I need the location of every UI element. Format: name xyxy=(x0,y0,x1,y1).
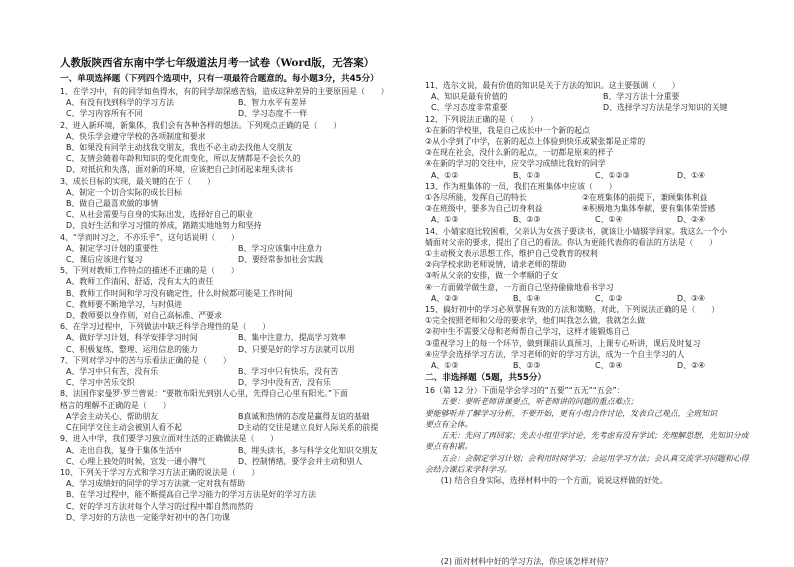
answer-option[interactable]: A、做好学习计划，科学安排学习时间 xyxy=(66,333,198,343)
question-stem: ③在班级中，要多为自己切身利益 ④积极地为集体奉献，要有集体荣誉感 xyxy=(425,204,716,214)
question-stem: ①在新的学校里，我是自己成长中一个新的起点 xyxy=(425,125,590,135)
question-item xyxy=(425,80,775,114)
question-16-sub2: (2) 面对材料中好的学习方法，你应该怎样对待？ xyxy=(425,557,613,567)
answer-option[interactable]: C、①② xyxy=(595,293,623,303)
answer-option[interactable]: B、埋头读书，多与科学文化知识交朋友 xyxy=(238,445,378,455)
question-stem: ④在新的学习的交往中，应交学习成绩比我好的同学 xyxy=(425,159,606,169)
page-title: 人教版陕西省东南中学七年级道法月考一试卷（Word版，无答案） xyxy=(60,57,375,69)
answer-option[interactable]: C、①④ xyxy=(595,215,623,225)
answer-option[interactable]: B、教师工作时间和学习没有确定性，什么时候都可能是工作时间 xyxy=(66,288,293,298)
question-stem: 13、作为班集体的一员，我们在班集体中应该（ ） xyxy=(425,181,617,191)
option-row xyxy=(425,102,775,113)
question-stem: ①完全按照老师和父母的要求学，他们叫我怎么做，我就怎么做 xyxy=(425,316,646,326)
question-stem: 1、在学习中，有的同学如鱼得水，有的同学却深感苦恼，造成这种差异的主要原因是（ ） xyxy=(60,87,389,96)
question-stem: ④应学会选择学习方法，学习老师的好的学习方法，成为一个自主学习的人 xyxy=(425,349,685,359)
question-stem: ①主动极文表示思想工作，维护自己受教育的权利 xyxy=(425,249,598,259)
question-16-line: (1) 结合自身实际，选择材料中的一个方面，说说这样做的好处。 xyxy=(425,475,668,485)
answer-option[interactable]: C、学习态度非常重要 xyxy=(431,103,508,113)
question-stem: 11、选尔文说，最有价值的知识是关于方法的知识。这主要强调（ ） xyxy=(425,81,680,90)
question-item xyxy=(425,181,775,226)
question-16-line: 会结合课后来学科学习。 xyxy=(425,464,512,474)
question-stem: ②从小学到了中学，在新的起点上体验到快乐或紧张都是正常的 xyxy=(425,137,646,147)
answer-option[interactable]: C、学习中苦乐交织 xyxy=(66,378,135,388)
answer-option[interactable]: B、智力水平有差异 xyxy=(238,98,307,108)
answer-option[interactable]: B、学习应该集中注意力 xyxy=(238,243,323,253)
answer-option[interactable]: A、制定一个切合实际的成长目标 xyxy=(66,187,182,197)
question-stem: ④一方面做学做生意，一方面自己坚持偷偷地看书学习 xyxy=(425,282,614,292)
question-16-line: 要能够听并了解学习分析，不要开始，更有小组合作讨论，发表自己观点，全班知识 xyxy=(425,408,717,418)
section-heading-multiple-choice: 一、单项选择题（下列四个选项中，只有一项最符合题意的。每小题3分，共45分） xyxy=(60,74,379,84)
answer-option[interactable]: D、学习中没有苦，没有乐 xyxy=(238,378,331,388)
right-column xyxy=(425,80,775,567)
question-stem: ③在现在社会，没什么新的起点，一切都是原来的样子 xyxy=(425,148,614,158)
answer-option[interactable]: A、制定学习计划的重要性 xyxy=(66,243,159,253)
option-row xyxy=(60,332,410,343)
answer-option[interactable]: A、①③ xyxy=(431,215,459,225)
left-question-list xyxy=(60,86,410,523)
answer-option[interactable]: D、对抵抗和失落，面对新的环境，应该把自己封闭起来埋头读书 xyxy=(66,165,294,175)
option-row xyxy=(60,411,410,422)
answer-option[interactable]: D、②④ xyxy=(677,215,706,225)
answer-option[interactable]: C、友情会随着年龄和知识的变化而变化，所以友情都是不会长久的 xyxy=(66,154,301,164)
option-row xyxy=(60,445,410,456)
question-item xyxy=(425,114,775,181)
option-row xyxy=(60,243,410,254)
question-stem: ②初中生不需要父母和老师帮自己学习，这样才能锻炼自己 xyxy=(425,327,630,337)
question-stem: 格言的理解不正确的是（ ） xyxy=(60,400,171,410)
question-stem: 14、小婧家庭比较困难，父亲认为女孩子要读书，就该让小婧辍学回家。我这么一个小 xyxy=(425,226,727,236)
answer-option[interactable]: B、集中注意力，提高学习效率 xyxy=(238,333,346,343)
answer-option[interactable]: C、①②③ xyxy=(595,170,630,180)
option-row xyxy=(60,366,410,377)
option-row xyxy=(60,422,410,433)
answer-option[interactable]: C、心理上独处的时候，宣发一通小脾气 xyxy=(66,456,206,466)
answer-option[interactable]: D、③④ xyxy=(677,293,706,303)
section-heading-essay: 二、非选择题（5题，共55分） xyxy=(425,373,547,384)
answer-option[interactable]: A、快乐学会遵守学校的各项制度和要求 xyxy=(66,131,206,141)
option-row xyxy=(60,377,410,388)
question-item xyxy=(60,467,410,523)
option-row xyxy=(425,360,775,371)
question-16-line: 五要：要听老师讲课要点，听老师讲的问题的重点难点； xyxy=(425,397,639,407)
option-row xyxy=(425,293,775,304)
question-stem: ③重视学习上的每一个环节，做到课前认真预习，上课专心听讲，课后及时复习 xyxy=(425,338,701,348)
answer-option[interactable]: D、①④ xyxy=(677,170,706,180)
question-stem: 10、下列关于学习方式和学习方法正确的说法是（ ） xyxy=(60,467,260,477)
question-stem: 2、进入新环境，新集体，我们会有各种各样的想法。下列观点正确的是（ ） xyxy=(60,120,342,130)
answer-option[interactable]: A、①② xyxy=(431,170,459,180)
question-stem: 9、进入中学，我们要学习独立面对生活的正确做法是（ ） xyxy=(60,434,279,444)
question-stem: 7、下列对学习中的苦与乐看法正确的是（ ） xyxy=(60,355,231,365)
answer-option[interactable]: A学会主动关心、帮助朋友 xyxy=(66,411,159,421)
question-stem: ①各尽所能，发挥自己的特长 ②在班集体的前提下，兼顾集体利益 xyxy=(425,193,708,203)
question-stem: 8、法国作家曼罗·罗兰曾说：“要散布阳光到别人心里，先得自己心里有阳光。”下面 xyxy=(60,389,348,399)
answer-option[interactable]: D、要经常参加社会实践 xyxy=(238,255,323,265)
answer-space xyxy=(425,486,775,556)
option-row xyxy=(425,214,775,225)
option-row xyxy=(60,344,410,355)
question-item xyxy=(60,355,410,389)
question-stem: 15、搞好初中的学习必须掌握有效的方法和策略，对此，下列说法正确的是（ ） xyxy=(425,305,720,315)
answer-option[interactable]: D、控制情绪，要学会并主动和别人 xyxy=(238,456,363,466)
option-row xyxy=(425,91,775,102)
answer-option[interactable]: D、只要是好的学习方法就可以用 xyxy=(238,344,355,354)
option-row xyxy=(425,170,775,181)
question-stem: ②向学校求助老师说情，请求老师的帮助 xyxy=(425,260,567,270)
question-16-line: 要点有全体。 xyxy=(425,419,473,429)
answer-option[interactable]: B、在学习过程中，能不断提高自己学习能力的学习方法是好的学习方法 xyxy=(66,490,317,500)
question-stem: 5、下列对教师工作特点的描述不正确的是（ ） xyxy=(60,266,239,276)
answer-option[interactable]: A、②③ xyxy=(431,293,459,303)
answer-option[interactable]: A、教师工作清闲、舒适，没有太大的责任 xyxy=(66,277,214,287)
answer-option[interactable]: B、如果没有同学主动找我交朋友，我也不必主动去找他人交朋友 xyxy=(66,143,293,153)
question-16-line: 要点有积累。 xyxy=(425,442,473,452)
answer-option[interactable]: A、走出自我，复身于集体生活中 xyxy=(66,445,182,455)
question-16-line: 五无：先问了再回家；先去小组里学讨论，先考虑有没有学试；先理解思想，先知识分成 xyxy=(425,431,749,441)
answer-option[interactable]: A、学习成绩好的同学的学习方法就一定对我有帮助 xyxy=(66,479,245,489)
question-16-line: 16（第 12 分）下面是学会学习的“五要”“五无”“五会”： xyxy=(425,386,625,396)
answer-option[interactable]: A、学习中只有苦，没有乐 xyxy=(66,367,159,377)
answer-option[interactable]: B、学习中只有快乐，没有苦 xyxy=(238,367,339,377)
answer-option[interactable]: D主动的交往是建立良好人际关系的前提 xyxy=(238,423,379,433)
answer-option[interactable]: C在同学交往主动会被别人看不起 xyxy=(66,423,182,433)
option-row xyxy=(60,456,410,467)
option-row xyxy=(60,108,410,119)
answer-option[interactable]: C、积极复练、整理、运用信息的能力 xyxy=(66,344,198,354)
answer-option[interactable]: C、好的学习方法对每个人学习的过程中都自然而然的 xyxy=(66,501,253,511)
question-stem: 6、在学习过程中，下列做法中缺乏科学合理性的是（ ） xyxy=(60,322,271,332)
answer-option[interactable]: B、②③ xyxy=(513,215,541,225)
option-row xyxy=(60,97,410,108)
answer-option[interactable]: B真诚和热情的态度是赢得友谊的基础 xyxy=(238,411,370,421)
answer-option[interactable]: B、做自己最喜欢做的事情 xyxy=(66,199,159,209)
answer-option[interactable]: B、②③ xyxy=(513,361,541,371)
question-stem: 12、下列说法正确的是（ ） xyxy=(425,114,538,124)
answer-option[interactable]: A、知识是最有价值的 xyxy=(431,92,508,102)
answer-option[interactable]: C、从社会需要与自身的实际出发，选择好自己的职业 xyxy=(66,210,253,220)
left-column xyxy=(60,55,410,523)
question-stem: 婧面对父亲的要求，提出了自己的看法。你认为更能代表你的看法的方法是（ ） xyxy=(425,237,717,247)
question-item xyxy=(60,321,410,355)
answer-option[interactable]: D、选择学习方法是学习知识的关键 xyxy=(603,103,728,113)
right-question-list xyxy=(425,80,775,371)
question-item xyxy=(60,433,410,467)
answer-option[interactable]: D、教师要以身作则，对自己高标准、严要求 xyxy=(66,311,222,321)
answer-option[interactable]: C、教师要不断地学习，与时俱进 xyxy=(66,299,182,309)
question-16 xyxy=(425,385,775,486)
option-row xyxy=(60,254,410,265)
answer-option[interactable]: C、学习内容所有不同 xyxy=(66,109,143,119)
question-item xyxy=(60,176,410,232)
question-item xyxy=(60,86,410,120)
question-item xyxy=(60,265,410,321)
answer-option[interactable]: D、②④ xyxy=(677,361,706,371)
answer-option[interactable]: A、①③ xyxy=(431,361,459,371)
answer-option[interactable]: B、①④ xyxy=(513,293,541,303)
answer-option[interactable]: B、①③ xyxy=(513,170,541,180)
answer-option[interactable]: C、课后应该进行复习 xyxy=(66,255,143,265)
answer-option[interactable]: D、学习好的方法也一定能学好初中的各门功课 xyxy=(66,512,230,522)
question-item xyxy=(60,232,410,266)
question-stem: 3、成长目标的实现，最关键的在于（ ） xyxy=(60,176,215,186)
question-item xyxy=(425,304,775,371)
answer-option[interactable]: A、有没有找到科学的学习方法 xyxy=(66,98,174,108)
question-item xyxy=(60,388,410,433)
question-stem: 4、“学而时习之，不亦乐乎”，这句话说明（ ） xyxy=(60,232,239,242)
answer-option[interactable]: C、③④ xyxy=(595,361,623,371)
question-item xyxy=(425,226,775,304)
question-item xyxy=(60,120,410,176)
question-16-line: 五会：会制定学习计划；会利用时间学习；会运用学习方法；会认真交流学习问题和心得 xyxy=(425,453,749,463)
answer-option[interactable]: D、良好生活和学习习惯的养成，踏踏实地地努力和坚持 xyxy=(66,221,262,231)
answer-option[interactable]: D、学习态度不一样 xyxy=(238,109,308,119)
answer-option[interactable]: B、学习方法十分重要 xyxy=(603,92,680,102)
question-stem: ③听从父亲的安排，做一个孝顺的子女 xyxy=(425,271,559,281)
